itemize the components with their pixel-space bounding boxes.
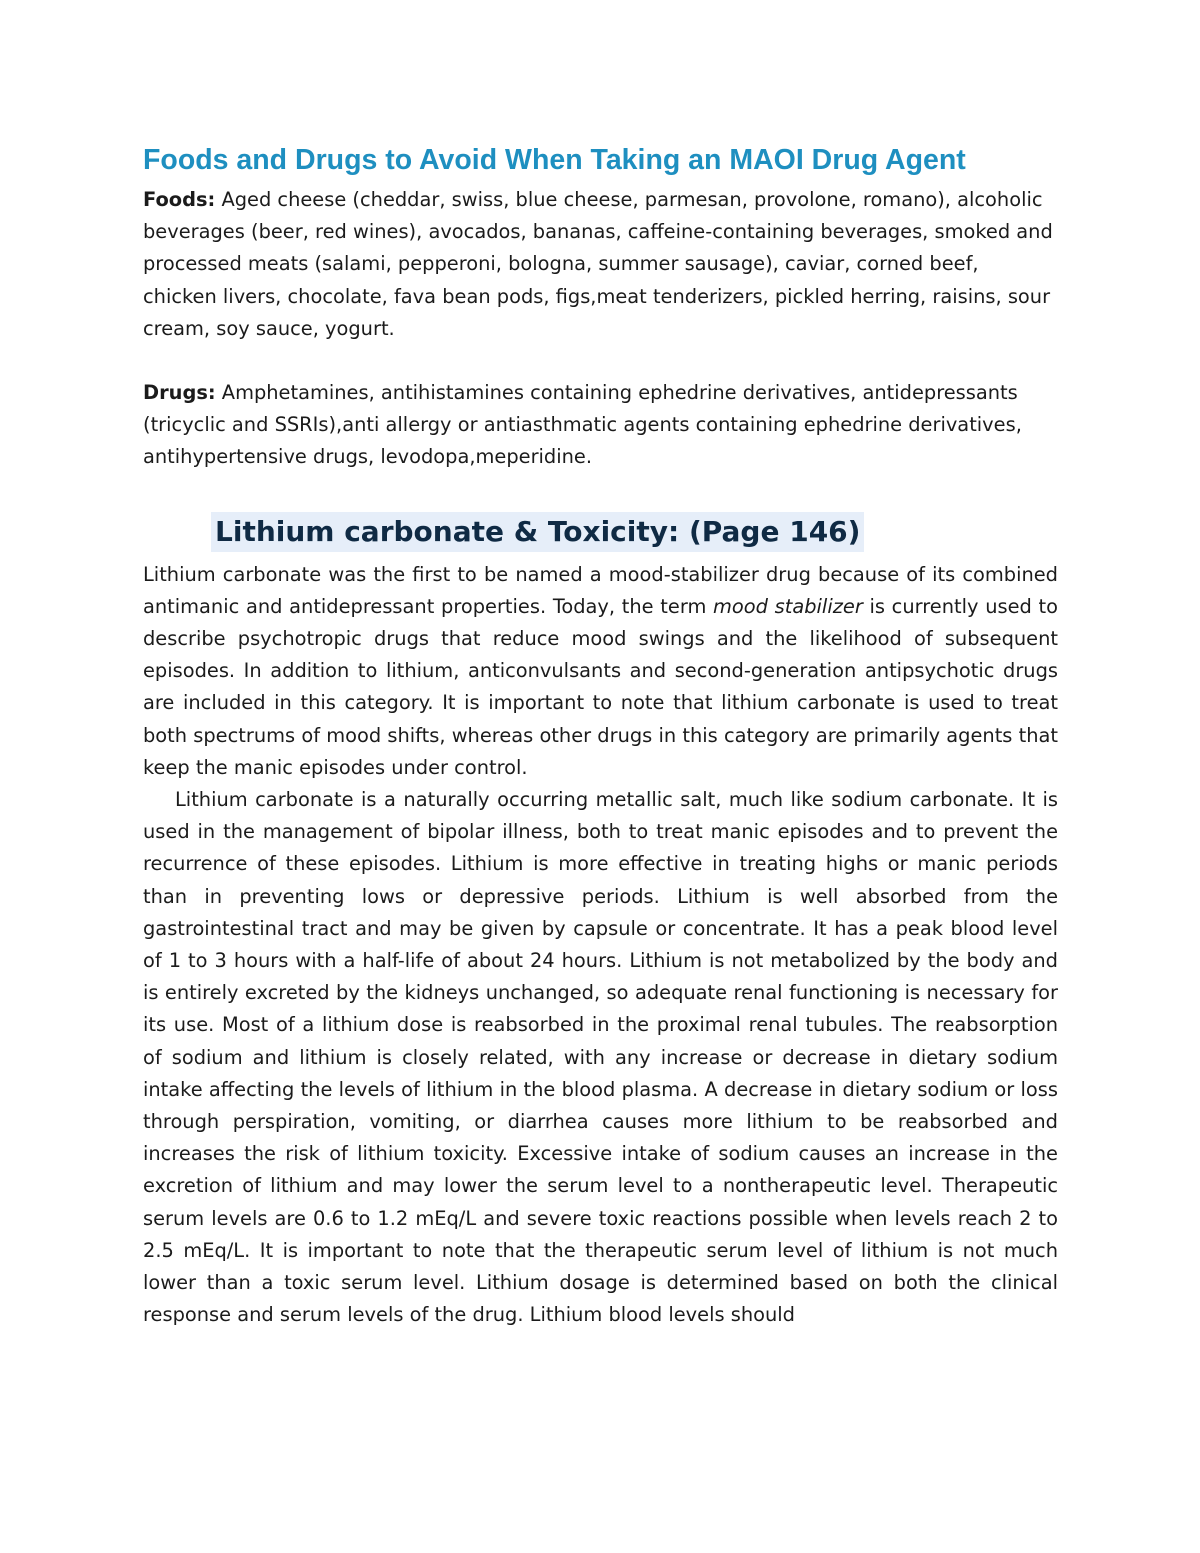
drugs-label: Drugs: bbox=[143, 381, 216, 405]
document-page bbox=[143, 140, 1058, 1332]
mood-stabilizer-term: mood stabilizer bbox=[713, 594, 863, 618]
foods-text: Aged cheese (cheddar, swiss, blue cheese, parmesan, provolone, romano), alcoholic beverages (beer, red wines), avocados, bananas, caffeine-containing beverages, smoked and processed meats (salami, pepperoni, bologna, summer sausage), caviar, corned beef, chicken livers, chocolate, fava bean pods, figs,meat tenderizers, pickled herring, raisins, sour cream, soy sauce, yogurt. bbox=[143, 188, 1053, 340]
para1-text-before: Lithium carbonate was the first to be named a mood-stabilizer drug because of its combined antimanic and antidepressant properties. Today, the term bbox=[143, 562, 1058, 618]
lithium-paragraph-1 bbox=[143, 559, 1058, 784]
lithium-heading: Lithium carbonate & Toxicity: (Page 146) bbox=[211, 512, 864, 552]
drugs-text: Amphetamines, antihistamines containing ephedrine derivatives, antidepressants (tricyclic and SSRIs),anti allergy or antiasthmatic agents containing ephedrine derivatives, antihypertensive drugs, levodopa,meperidine. bbox=[143, 381, 1022, 469]
drugs-paragraph bbox=[143, 377, 1058, 474]
lithium-paragraph-2: Lithium carbonate is a naturally occurring metallic salt, much like sodium carbonate. It is used in the management of bipolar illness, both to treat manic episodes and to prevent the recurrence of these episodes. Lithium is more effective in treating highs or manic periods than in preventing lows or depressive periods. Lithium is well absorbed from the gastrointestinal tract and may be given by capsule or concentrate. It has a peak blood level of 1 to 3 hours with a half-life of about 24 hours. Lithium is not metabolized by the body and is entirely excreted by the kidneys unchanged, so adequate renal functioning is necessary for its use. Most of a lithium dose is reabsorbed in the proximal renal tubules. The reabsorption of sodium and lithium is closely related, with any increase or decrease in dietary sodium intake affecting the levels of lithium in the blood plasma. A decrease in dietary sodium or loss through perspiration, vomiting, or diarrhea causes more lithium to be reabsorbed and increases the risk of lithium toxicity. Excessive intake of sodium causes an increase in the excretion of lithium and may lower the serum level to a nontherapeutic level. Therapeutic serum levels are 0.6 to 1.2 mEq/L and severe toxic reactions possible when levels reach 2 to 2.5 mEq/L. It is important to note that the therapeutic serum level of lithium is not much lower than a toxic serum level. Lithium dosage is determined based on both the clinical response and serum levels of the drug. Lithium blood levels should bbox=[143, 788, 1058, 1327]
maoi-heading: Foods and Drugs to Avoid When Taking an MAOI Drug Agent bbox=[143, 144, 966, 176]
foods-label: Foods: bbox=[143, 188, 216, 211]
para1-text-after: is currently used to describe psychotropic drugs that reduce mood swings and the likelihood of subsequent episodes. In addition to lithium, anticonvulsants and second-generation antipsychotic drugs are included in this category. It is important to note that lithium carbonate is used to treat both spectrums of mood shifts, whereas other drugs in this category are primarily agents that keep the manic episodes under control. bbox=[143, 594, 1058, 779]
lithium-heading-wrap bbox=[211, 512, 1058, 557]
foods-paragraph bbox=[143, 184, 1058, 345]
paragraph-gap bbox=[143, 345, 1058, 377]
